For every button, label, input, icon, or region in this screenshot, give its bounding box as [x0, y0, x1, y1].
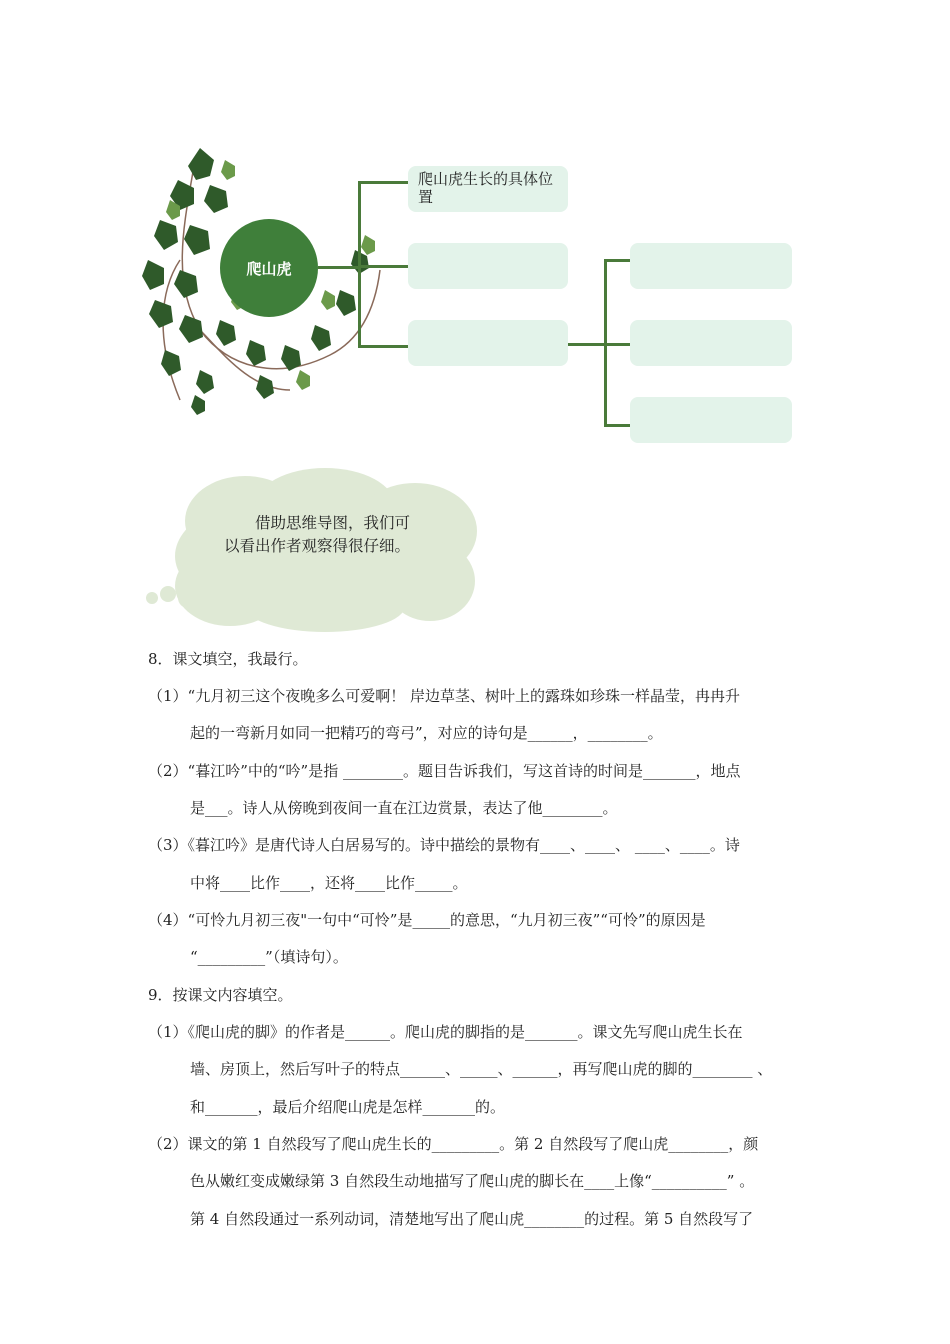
connector [568, 343, 606, 346]
q9-item1-line1: （1）《爬山虎的脚》的作者是______。爬山虎的脚指的是_______。课文先写爬山虎生长在 [148, 1023, 743, 1041]
mindmap-box-empty[interactable] [408, 320, 568, 366]
mindmap-box-empty[interactable] [408, 243, 568, 289]
q8-item3-line2: 中将____比作____，还将____比作_____。 [190, 874, 468, 892]
q8-item1-line1: （1）“九月初三这个夜晚多么可爱啊！ 岸边草茎、树叶上的露珠如珍珠一样晶莹，冉冉升 [148, 687, 740, 705]
q9-title: 9．按课文内容填空。 [148, 986, 293, 1004]
mindmap-center-node [220, 219, 318, 317]
mindmap-box-label: 爬山虎生长的具体位置 [418, 170, 554, 206]
connector [604, 343, 630, 346]
connector [604, 259, 630, 262]
q9-item1-line3: 和_______，最后介绍爬山虎是怎样_______的。 [190, 1098, 506, 1116]
q8-item4-line2: “_________”（填诗句）。 [190, 948, 348, 966]
mindmap-box-growth-location [408, 166, 568, 212]
q8-item2-line1: （2）“暮江吟”中的“吟”是指 ________。题目告诉我们，写这首诗的时间是_______，地点 [148, 762, 741, 780]
q9-item2-line1: （2）课文的第 1 自然段写了爬山虎生长的_________。第 2 自然段写了爬山虎________，颜 [148, 1135, 759, 1153]
mindmap-center-label: 爬山虎 [246, 259, 292, 278]
connector [318, 266, 360, 269]
mindmap-box-empty[interactable] [630, 320, 792, 366]
mindmap-box-empty[interactable] [630, 397, 792, 443]
q9-item2-line2: 色从嫩红变成嫩绿第 3 自然段生动地描写了爬山虎的脚长在____上像“__________” 。 [190, 1172, 755, 1190]
q8-item1-line2: 起的一弯新月如同一把精巧的弯弓”，对应的诗句是______，________。 [190, 724, 663, 742]
cloud-text: 借助思维导图，我们可以看出作者观察得很仔细。 [224, 514, 411, 555]
q8-item4-line1: （4）“可怜九月初三夜"一句中“可怜”是_____的意思，“九月初三夜”“可怜”的原因是 [148, 911, 706, 929]
q8-title: 8．课文填空，我最行。 [148, 650, 308, 668]
connector [604, 424, 630, 427]
q9-item2-line3: 第 4 自然段通过一系列动词，清楚地写出了爬山虎________的过程。第 5 自然段写了 [190, 1210, 754, 1228]
mindmap-box-empty[interactable] [630, 243, 792, 289]
connector [358, 181, 408, 184]
q8-item3-line1: （3）《暮江吟》是唐代诗人白居易写的。诗中描绘的景物有____、____、 ____、____。诗 [148, 836, 740, 854]
connector [358, 265, 408, 268]
connector [358, 345, 408, 348]
q8-item2-line2: 是___。诗人从傍晚到夜间一直在江边赏景，表达了他________。 [190, 799, 618, 817]
q9-item1-line2: 墙、房顶上，然后写叶子的特点______、_____、______，再写爬山虎的脚的________ 、 [190, 1060, 773, 1078]
